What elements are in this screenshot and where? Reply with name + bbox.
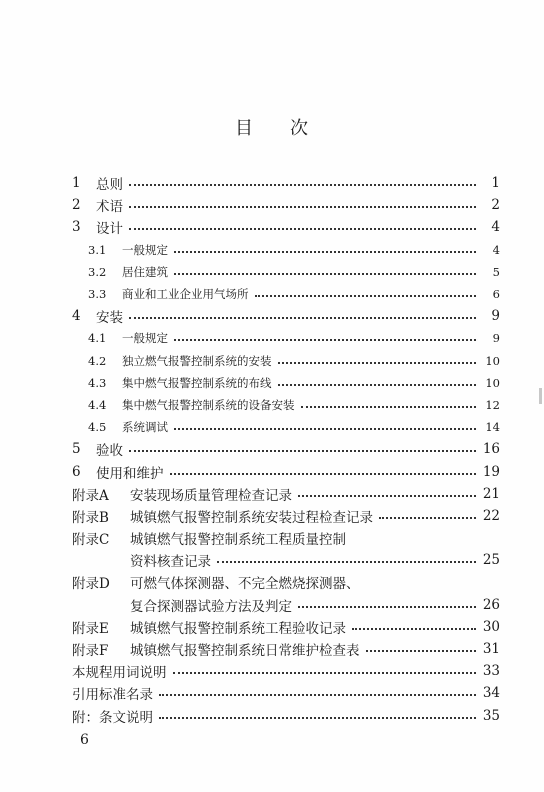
toc-entry-label: 使用和维护 <box>96 465 164 482</box>
toc-entry-label: 验收 <box>96 443 123 460</box>
toc-entry-label: 一般规定 <box>122 242 168 257</box>
toc-leader-dots <box>129 184 476 186</box>
toc-entry <box>72 372 500 394</box>
toc-leader-dots <box>129 206 476 208</box>
toc-entry-label: 复合探测器试验方法及判定 <box>130 598 292 615</box>
toc-entry-number: 4.4 <box>88 397 107 412</box>
toc-entry-page: 34 <box>482 685 500 702</box>
toc-entry-number: 4.2 <box>88 353 107 368</box>
toc-entry-number: 附录F <box>72 643 109 660</box>
toc-entry-number: 3.1 <box>88 242 107 257</box>
toc-entry-number: 4.3 <box>88 375 107 390</box>
toc-entry-label: 商业和工业企业用气场所 <box>122 287 249 302</box>
toc-entry-number: 附录A <box>72 487 109 504</box>
toc-entry <box>72 261 500 283</box>
toc-entry <box>72 638 500 660</box>
toc-entry-label: 设计 <box>96 221 123 238</box>
toc-leader-dots <box>278 384 477 386</box>
toc-entry-page: 4 <box>492 242 500 257</box>
toc-entry-label: 本规程用词说明 <box>72 665 167 682</box>
toc-entry-label: 可燃气体探测器、不完全燃烧探测器、 <box>130 576 360 593</box>
toc-entry <box>72 350 500 372</box>
toc-entry <box>72 327 500 349</box>
toc-entry-number: 6 <box>72 463 81 480</box>
toc-entry-label: 居住建筑 <box>122 264 168 279</box>
toc-entry <box>72 460 500 482</box>
toc-leader-dots <box>129 228 476 230</box>
toc-title-char-1: 目 <box>235 118 254 139</box>
toc-entry <box>72 660 500 682</box>
toc-entry <box>72 505 500 527</box>
toc-leader-dots <box>159 694 476 696</box>
toc-entry-page: 31 <box>482 641 500 658</box>
toc-entry-number: 5 <box>72 441 81 458</box>
toc-entry-page: 4 <box>491 219 500 236</box>
toc-entry-label: 引用标准名录 <box>72 687 153 704</box>
toc-entry-number: 附录E <box>72 620 109 637</box>
toc-entry-label: 独立燃气报警控制系统的安装 <box>122 353 272 368</box>
toc-entry-page: 22 <box>482 507 500 524</box>
toc-entry-label: 术语 <box>96 199 123 216</box>
toc-leader-dots <box>174 273 476 275</box>
toc-leader-dots <box>159 717 476 719</box>
toc-entry-page: 9 <box>492 331 500 346</box>
toc-entry-page: 1 <box>491 175 500 192</box>
toc-title <box>0 114 544 140</box>
toc-entry-page: 16 <box>482 441 500 458</box>
toc-entry-number: 3.2 <box>88 264 107 279</box>
toc-entry <box>72 194 500 216</box>
toc-entry-number: 4 <box>72 308 81 325</box>
toc-entry-page: 9 <box>491 308 500 325</box>
toc-entry-number: 附录C <box>72 532 110 549</box>
toc-entry-page: 19 <box>482 463 500 480</box>
toc-entry-label: 附：条文说明 <box>72 709 153 726</box>
toc-leader-dots <box>301 406 477 408</box>
toc-leader-dots <box>174 251 476 253</box>
toc-entry <box>72 527 500 549</box>
toc-leader-dots <box>255 295 477 297</box>
toc-leader-dots <box>174 428 476 430</box>
toc-entry-label: 总则 <box>96 177 123 194</box>
toc-leader-dots <box>352 628 476 630</box>
toc-entry-page: 35 <box>482 707 500 724</box>
toc-entry-label: 安装现场质量管理检查记录 <box>130 487 292 504</box>
toc-entry-page: 10 <box>485 375 500 390</box>
toc-entry-label: 系统调试 <box>122 420 168 435</box>
toc-entry <box>72 571 500 593</box>
toc-entry-label: 资料核查记录 <box>130 554 211 571</box>
toc-entry <box>72 594 500 616</box>
toc-leader-dots <box>379 517 476 519</box>
toc-entry <box>72 438 500 460</box>
toc-entry <box>72 305 500 327</box>
toc-entry-number: 3 <box>72 219 81 236</box>
toc-entry-page: 10 <box>485 353 500 368</box>
toc-entry <box>72 216 500 238</box>
toc-entry-label: 城镇燃气报警控制系统安装过程检查记录 <box>130 509 373 526</box>
toc-entry <box>72 172 500 194</box>
toc-entry-number: 附录B <box>72 509 109 526</box>
toc-leader-dots <box>278 362 477 364</box>
table-of-contents <box>72 172 500 727</box>
toc-title-char-2: 次 <box>290 118 309 139</box>
scan-edge-mark <box>539 388 542 404</box>
toc-entry-number: 3.3 <box>88 287 107 302</box>
toc-entry <box>72 394 500 416</box>
toc-entry-number: 1 <box>72 175 81 192</box>
toc-leader-dots <box>173 672 477 674</box>
toc-leader-dots <box>170 473 477 475</box>
toc-entry-label: 城镇燃气报警控制系统工程质量控制 <box>130 532 346 549</box>
toc-leader-dots <box>298 606 476 608</box>
toc-entry-number: 4.1 <box>88 331 107 346</box>
toc-entry-page: 21 <box>482 485 500 502</box>
toc-leader-dots <box>366 650 477 652</box>
toc-leader-dots <box>174 339 476 341</box>
toc-entry-number: 4.5 <box>88 420 107 435</box>
toc-entry <box>72 283 500 305</box>
toc-entry-label: 安装 <box>96 310 123 327</box>
toc-entry <box>72 705 500 727</box>
toc-leader-dots <box>129 450 476 452</box>
toc-entry-page: 14 <box>485 420 500 435</box>
toc-entry-page: 5 <box>492 264 500 279</box>
toc-entry <box>72 483 500 505</box>
toc-entry-label: 城镇燃气报警控制系统日常维护检查表 <box>130 643 360 660</box>
toc-entry-label: 集中燃气报警控制系统的布线 <box>122 375 272 390</box>
toc-entry-page: 2 <box>491 197 500 214</box>
toc-entry <box>72 416 500 438</box>
toc-entry-page: 26 <box>482 596 500 613</box>
toc-entry-page: 6 <box>492 287 500 302</box>
toc-entry-number: 附录D <box>72 576 110 593</box>
toc-entry <box>72 239 500 261</box>
toc-entry-page: 30 <box>482 618 500 635</box>
toc-entry-page: 12 <box>485 397 500 412</box>
toc-entry-label: 一般规定 <box>122 331 168 346</box>
toc-entry <box>72 549 500 571</box>
toc-entry-label: 集中燃气报警控制系统的设备安装 <box>122 397 295 412</box>
toc-leader-dots <box>217 561 476 563</box>
page-number: 6 <box>80 732 89 748</box>
toc-entry-label: 城镇燃气报警控制系统工程验收记录 <box>130 620 346 637</box>
toc-entry-page: 33 <box>482 663 500 680</box>
toc-entry-page: 25 <box>482 552 500 569</box>
toc-entry-number: 2 <box>72 197 81 214</box>
toc-leader-dots <box>298 495 476 497</box>
toc-leader-dots <box>129 317 476 319</box>
toc-entry <box>72 616 500 638</box>
toc-entry <box>72 682 500 704</box>
